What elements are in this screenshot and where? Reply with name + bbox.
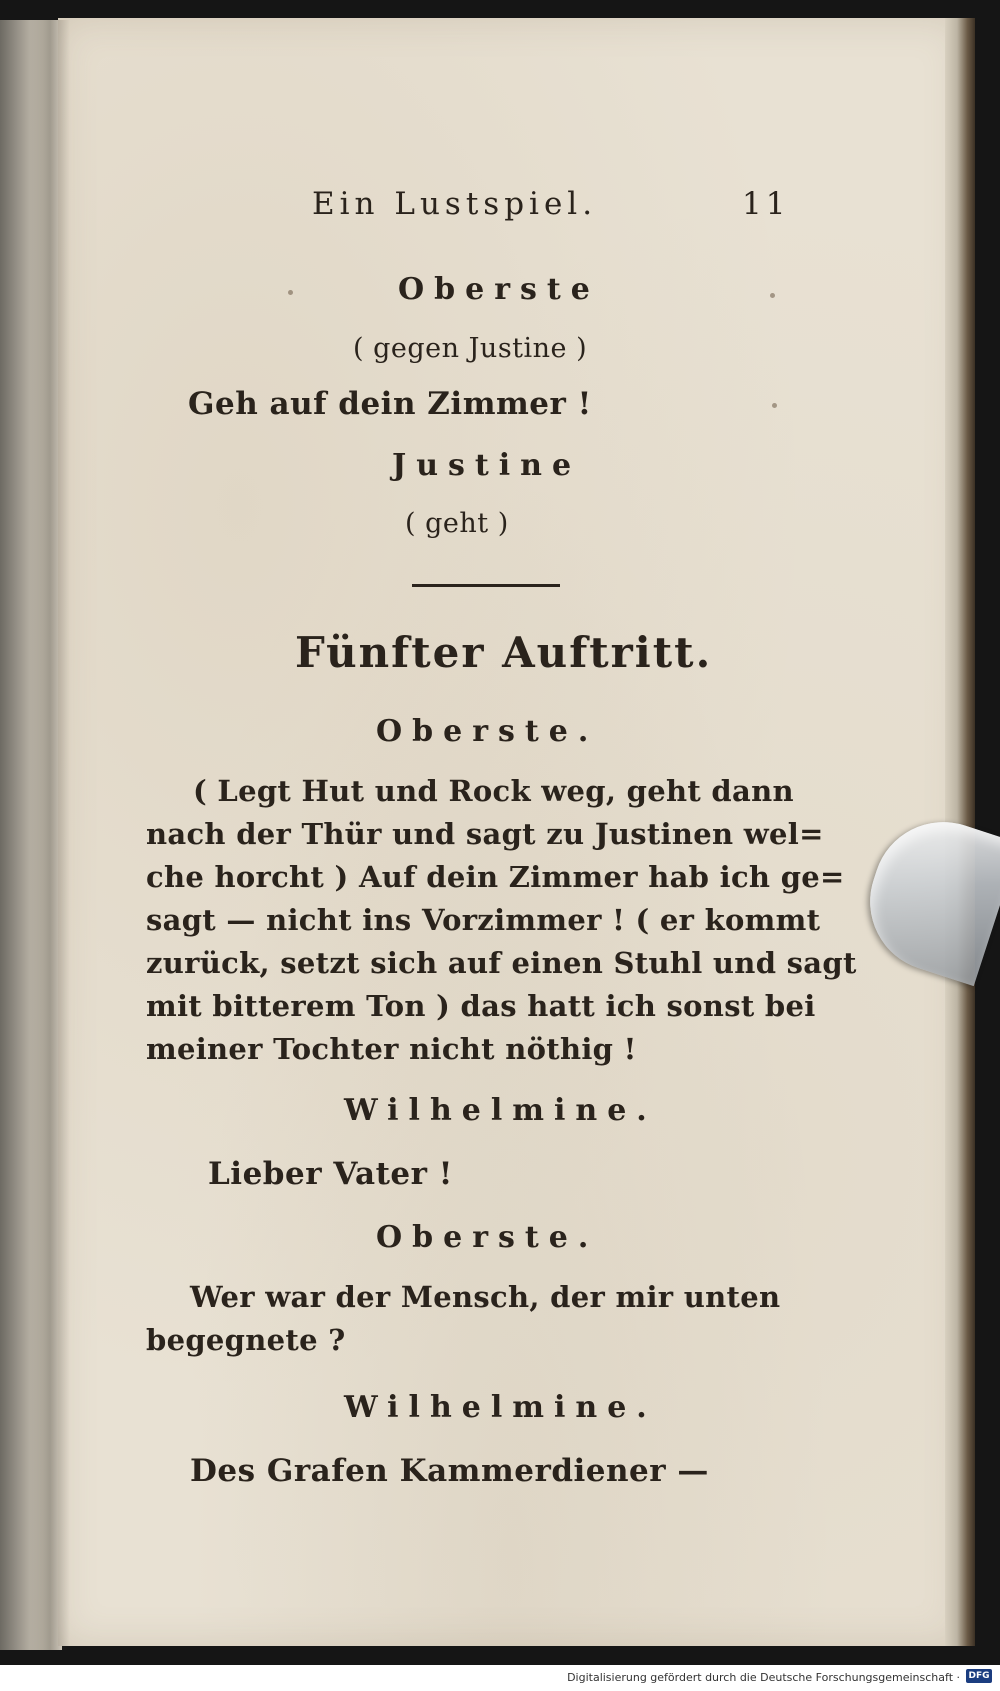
paragraph-line: che horcht ) Auf dein Zimmer hab ich ge= [146, 860, 845, 894]
speaker-name: Oberste. [376, 1220, 599, 1255]
gutter-shadow [30, 20, 70, 1650]
ink-speck [772, 403, 777, 408]
ink-speck [770, 293, 775, 298]
speech-line: Lieber Vater ! [208, 1156, 453, 1192]
paragraph-line: Wer war der Mensch, der mir unten [190, 1280, 781, 1314]
speech-line: Geh auf dein Zimmer ! [188, 386, 592, 422]
running-header-title: Ein Lustspiel. [312, 186, 598, 222]
speaker-name: Oberste [398, 272, 600, 307]
paragraph-line: zurück, setzt sich auf einen Stuhl und sagt [146, 946, 857, 980]
paragraph-line: begegnete ? [146, 1323, 346, 1357]
ink-speck [288, 290, 293, 295]
scene-heading: Fünfter Auftritt. [295, 628, 713, 677]
speaker-name: Oberste. [376, 714, 599, 749]
paragraph-line: meiner Tochter nicht nöthig ! [146, 1032, 637, 1066]
speaker-name: Wilhelmine. [344, 1390, 657, 1425]
page-number: 11 [742, 186, 790, 222]
stage-direction: ( geht ) [405, 508, 509, 539]
stage-direction: ( gegen Justine ) [353, 333, 588, 364]
dfg-logo: DFG [966, 1669, 992, 1683]
paragraph-line: sagt — nicht ins Vorzimmer ! ( er kommt [146, 903, 821, 937]
paragraph-line: nach der Thür und sagt zu Justinen wel= [146, 817, 824, 851]
footer-credit: Digitalisierung gefördert durch die Deutsche Forschungsgemeinschaft · [567, 1671, 960, 1684]
speech-line: Des Grafen Kammerdiener — [190, 1453, 709, 1489]
speaker-name: Justine [392, 448, 582, 483]
scene-divider [412, 584, 560, 587]
paragraph-line: mit bitterem Ton ) das hatt ich sonst bei [146, 989, 816, 1023]
speaker-name: Wilhelmine. [344, 1093, 657, 1128]
paragraph-line: ( Legt Hut und Rock weg, geht dann [193, 774, 794, 808]
